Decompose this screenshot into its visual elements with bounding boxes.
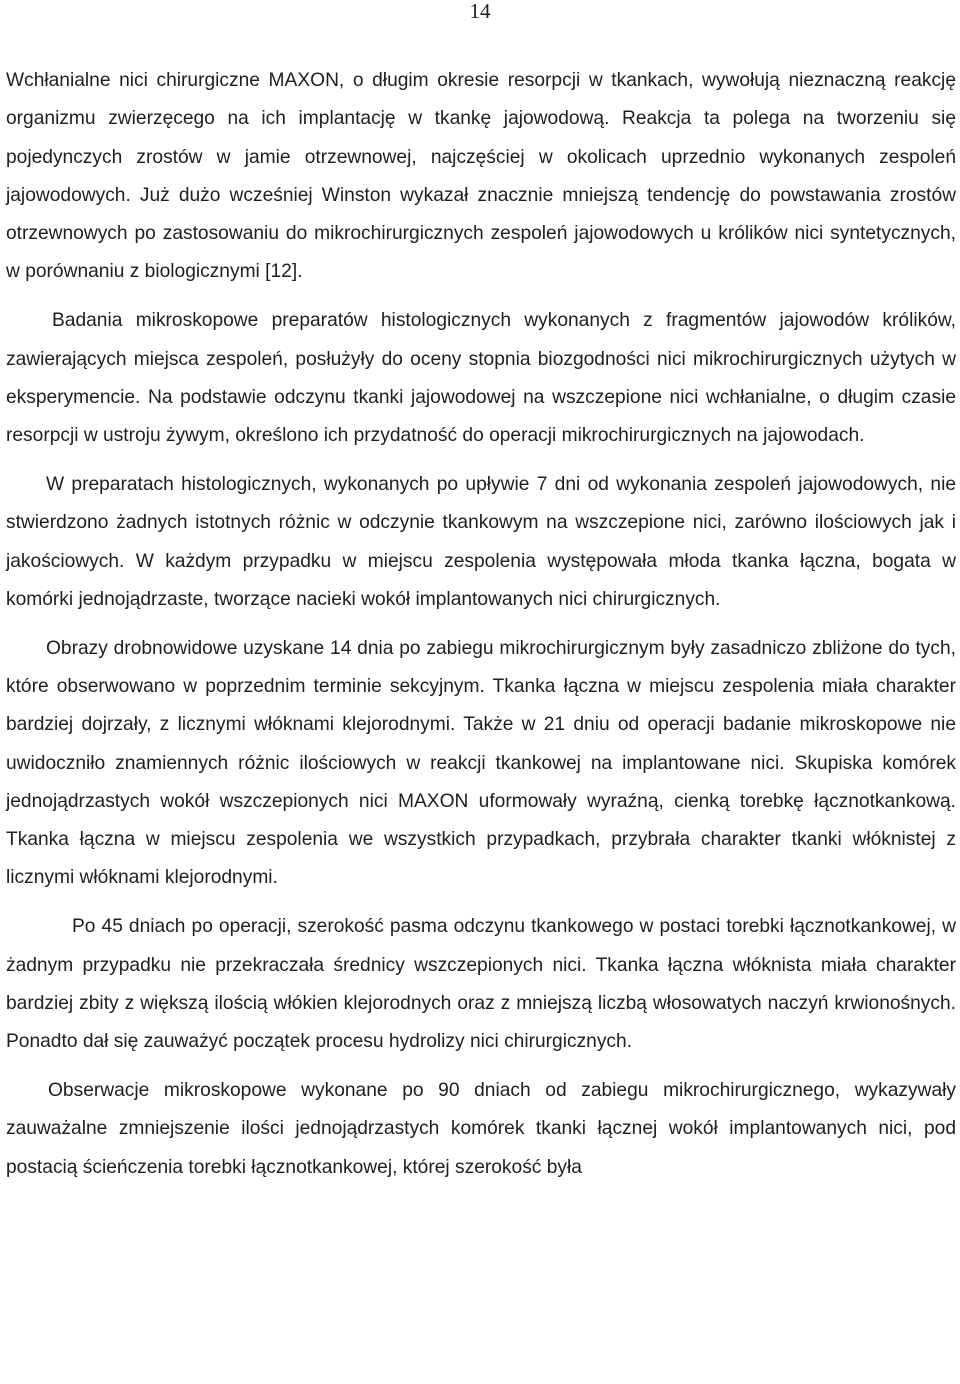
paragraph-5: Po 45 dniach po operacji, szerokość pasma odczynu tkankowego w postaci torebki łącznotkankowej, w żadnym przypadku nie przekraczała średnicy wszczepionych nici. Tkanka łączna włóknista miała charakter bardziej zbity z większą ilością włókien klejorodnych oraz z mniejszą liczbą włosowatych naczyń krwionośnych. Ponadto dał się zauważyć początek procesu hydrolizy nici chirurgicznych.	[6, 916, 956, 1053]
paragraph-4: Obrazy drobnowidowe uzyskane 14 dnia po zabiegu mikrochirurgicznym były zasadniczo zbliżone do tych, które obserwowano w poprzednim terminie sekcyjnym. Tkanka łączna w miejscu zespolenia miała charakter bardziej dojrzały, z licznymi włóknami klejorodnymi. Także w 21 dniu od operacji badanie mikroskopowe nie uwidoczniło znamiennych różnic ilościowych w reakcji tkankowej na implantowane nici. Skupiska komórek jednojądrzastych wokół wszczepionych nici MAXON uformowały wyraźną, cienką torebkę łącznotkankową. Tkanka łączna w miejscu zespolenia we wszystkich przypadkach, przybrała charakter tkanki włóknistej z licznymi włóknami klejorodnymi.	[6, 637, 956, 889]
document-body	[6, 62, 956, 1187]
paragraph-2: Badania mikroskopowe preparatów histologicznych wykonanych z fragmentów jajowodów królików, zawierających miejsca zespoleń, posłużyły do oceny stopnia biozgodności nici mikrochirurgicznych użytych w eksperymencie. Na podstawie odczynu tkanki jajowodowej na wszczepione nici wchłanialne, o długim czasie resorpcji w ustroju żywym, określono ich przydatność do operacji mikrochirurgicznych na jajowodach.	[6, 310, 956, 447]
page-number: 14	[469, 0, 491, 23]
paragraph-6: Obserwacje mikroskopowe wykonane po 90 dniach od zabiegu mikrochirurgicznego, wykazywały zauważalne zmniejszenie ilości jednojądrzastych komórek tkanki łącznej wokół implantowanych nici, pod postacią ścieńczenia torebki łącznotkankowej, której szerokość była	[6, 1079, 956, 1178]
paragraph-3: W preparatach histologicznych, wykonanych po upływie 7 dni od wykonania zespoleń jajowodowych, nie stwierdzono żadnych istotnych różnic w odczynie tkankowym na wszczepione nici, zarówno ilościowych jak i jakościowych. W każdym przypadku w miejscu zespolenia występowała młoda tkanka łączna, bogata w komórki jednojądrzaste, tworzące nacieki wokół implantowanych nici chirurgicznych.	[6, 473, 956, 610]
paragraph-1: Wchłanialne nici chirurgiczne MAXON, o długim okresie resorpcji w tkankach, wywołują nieznaczną reakcję organizmu zwierzęcego na ich implantację w tkankę jajowodową. Reakcja ta polega na tworzeniu się pojedynczych zrostów w jamie otrzewnowej, najczęściej w okolicach uprzednio wykonanych zespoleń jajowodowych. Już dużo wcześniej Winston wykazał znacznie mniejszą tendencję do powstawania zrostów otrzewnowych po zastosowaniu do mikrochirurgicznych zespoleń jajowodowych u królików nici syntetycznych, w porównaniu z biologicznymi [12].	[6, 70, 956, 283]
